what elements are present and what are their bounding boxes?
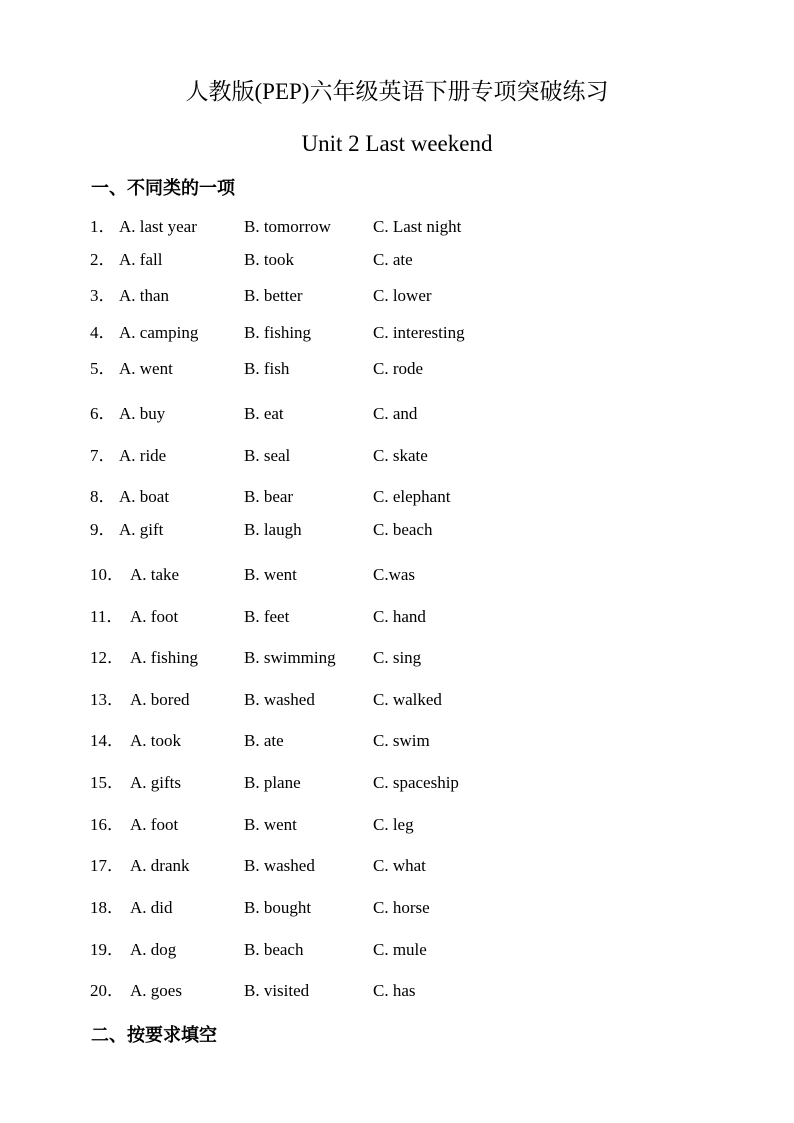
option-a: A. went	[119, 359, 173, 378]
option-b: B. feet	[244, 607, 290, 626]
question-number: 5．	[90, 359, 116, 378]
question-row-7	[0, 444, 794, 468]
option-c: C. rode	[373, 359, 424, 378]
question-number: 7．	[90, 446, 116, 465]
option-a: A. bored	[130, 690, 190, 709]
option-c: C. skate	[373, 446, 428, 465]
option-c: C. lower	[373, 286, 432, 305]
option-c: C. what	[373, 856, 426, 875]
option-c: C. and	[373, 404, 418, 423]
option-a: A. drank	[130, 856, 190, 875]
option-c: C. hand	[373, 607, 426, 626]
question-number: 15．	[90, 773, 124, 792]
option-b: B. took	[244, 250, 295, 269]
question-number: 20．	[90, 981, 124, 1000]
option-b: B. fish	[244, 359, 290, 378]
section-heading-2: 二、按要求填空	[91, 1025, 217, 1046]
question-number: 10．	[90, 565, 124, 584]
option-a: A. foot	[130, 607, 179, 626]
option-a: A. fishing	[130, 648, 198, 667]
option-a: A. took	[130, 731, 181, 750]
option-a: A. take	[130, 565, 180, 584]
option-c: C. swim	[373, 731, 430, 750]
option-b: B. bought	[244, 898, 312, 917]
question-number: 1．	[90, 217, 116, 236]
option-b: B. washed	[244, 690, 315, 709]
question-row-8	[0, 485, 794, 509]
option-c: C. spaceship	[373, 773, 459, 792]
option-b: B. better	[244, 286, 303, 305]
question-number: 6．	[90, 404, 116, 423]
option-a: A. goes	[130, 981, 182, 1000]
option-b: B. seal	[244, 446, 291, 465]
option-c: C. ate	[373, 250, 413, 269]
option-b: B. ate	[244, 731, 284, 750]
option-c: C. beach	[373, 520, 433, 539]
option-c: C. elephant	[373, 487, 451, 506]
option-c: C. walked	[373, 690, 442, 709]
question-row-15	[0, 771, 794, 795]
option-b: B. eat	[244, 404, 284, 423]
option-c: C. sing	[373, 648, 422, 667]
option-a: A. dog	[130, 940, 177, 959]
option-b: B. fishing	[244, 323, 312, 342]
option-c: C.was	[373, 565, 416, 584]
option-c: C. leg	[373, 815, 414, 834]
option-a: A. foot	[130, 815, 179, 834]
question-number: 17．	[90, 856, 124, 875]
question-row-14	[0, 729, 794, 753]
option-a: A. than	[119, 286, 170, 305]
option-b: B. bear	[244, 487, 294, 506]
option-b: B. swimming	[244, 648, 336, 667]
question-number: 12．	[90, 648, 124, 667]
option-b: B. tomorrow	[244, 217, 331, 236]
question-row-6	[0, 402, 794, 426]
question-row-18	[0, 896, 794, 920]
question-row-11	[0, 605, 794, 629]
question-row-9	[0, 518, 794, 542]
option-c: C. has	[373, 981, 416, 1000]
option-b: B. visited	[244, 981, 310, 1000]
section-heading-1: 一、不同类的一项	[91, 178, 235, 199]
option-a: A. did	[130, 898, 173, 917]
question-number: 3．	[90, 286, 116, 305]
question-number: 9．	[90, 520, 116, 539]
option-a: A. gifts	[130, 773, 181, 792]
option-a: A. ride	[119, 446, 167, 465]
option-c: C. Last night	[373, 217, 462, 236]
option-a: A. buy	[119, 404, 166, 423]
question-number: 14．	[90, 731, 124, 750]
question-row-17	[0, 854, 794, 878]
option-b: B. washed	[244, 856, 315, 875]
option-a: A. last year	[119, 217, 197, 236]
question-number: 2．	[90, 250, 116, 269]
option-b: B. beach	[244, 940, 304, 959]
question-row-10	[0, 563, 794, 587]
question-number: 16．	[90, 815, 124, 834]
option-c: C. horse	[373, 898, 430, 917]
question-row-5	[0, 357, 794, 381]
question-number: 13．	[90, 690, 124, 709]
question-row-19	[0, 938, 794, 962]
question-number: 8．	[90, 487, 116, 506]
page-subtitle: Unit 2 Last weekend	[301, 131, 493, 156]
option-a: A. gift	[119, 520, 164, 539]
option-c: C. interesting	[373, 323, 465, 342]
question-row-3	[0, 284, 794, 308]
page-title: 人教版(PEP)六年级英语下册专项突破练习	[185, 79, 609, 104]
option-a: A. camping	[119, 323, 199, 342]
question-row-20	[0, 979, 794, 1003]
option-b: B. laugh	[244, 520, 302, 539]
question-number: 19．	[90, 940, 124, 959]
option-c: C. mule	[373, 940, 427, 959]
option-a: A. fall	[119, 250, 163, 269]
question-row-16	[0, 813, 794, 837]
option-b: B. plane	[244, 773, 301, 792]
option-a: A. boat	[119, 487, 170, 506]
question-row-2	[0, 248, 794, 272]
question-row-1	[0, 215, 794, 239]
question-row-4	[0, 321, 794, 345]
option-b: B. went	[244, 815, 297, 834]
question-number: 11．	[90, 607, 124, 626]
question-number: 4．	[90, 323, 116, 342]
option-b: B. went	[244, 565, 297, 584]
question-row-12	[0, 646, 794, 670]
question-number: 18．	[90, 898, 124, 917]
question-row-13	[0, 688, 794, 712]
